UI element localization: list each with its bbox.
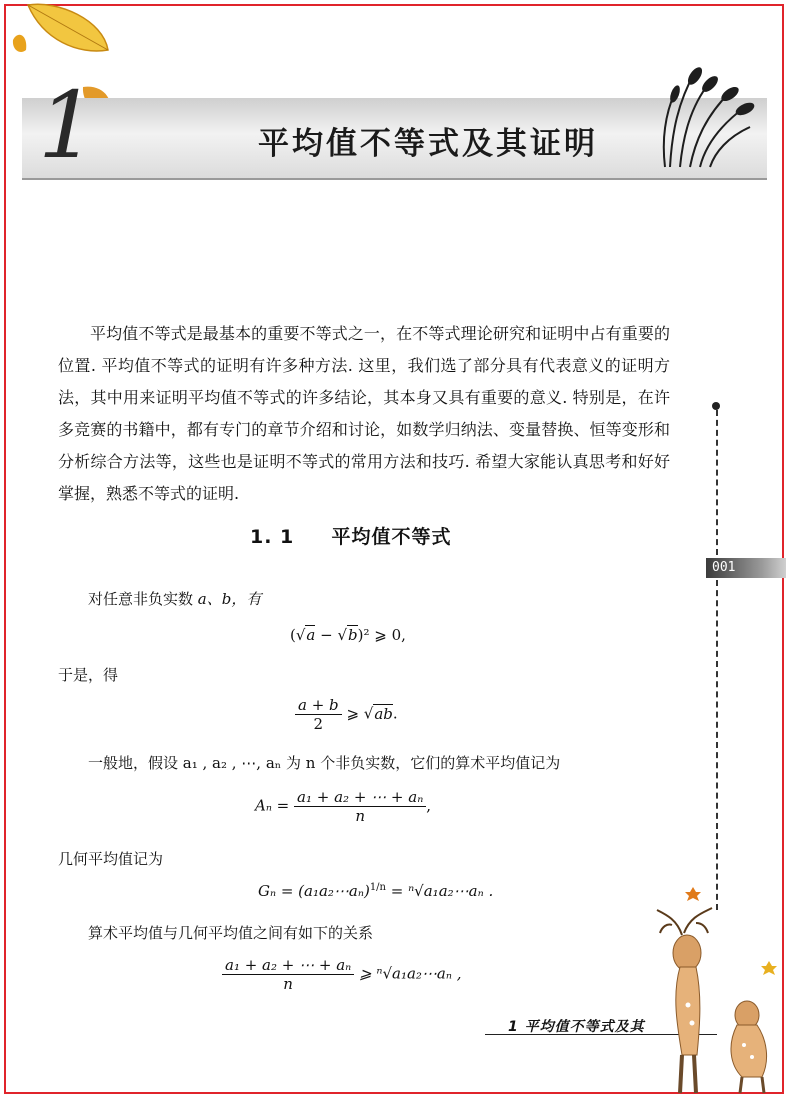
body-line-3: 一般地，假设 a₁ , a₂ , ⋯, aₙ 为 n 个非负实数，它们的算术平均值记为 — [88, 754, 561, 772]
body-line-2: 于是，得 — [58, 666, 119, 684]
body-line-5: 算术平均值与几何平均值之间有如下的关系 — [88, 924, 374, 942]
running-footer: 1 平均值不等式及其 — [508, 1019, 645, 1035]
equation-3: Aₙ = $\frac{\text{a₁ + a₂ + ⋯ + aₙ}}{n}$ , — [255, 788, 432, 825]
leaf-decoration-icon — [8, 0, 128, 80]
leaf-decoration-icon — [760, 960, 778, 976]
equation-2: $\frac{a + b}{2}$ ⩾ √ab. — [295, 696, 398, 733]
chapter-number: 1 — [38, 72, 97, 179]
body-line-4: 几何平均值记为 — [58, 850, 164, 868]
margin-dashed-line — [716, 410, 718, 555]
page-number-tab: 001 — [706, 558, 786, 578]
equation-4: Gₙ = (a₁a₂⋯aₙ)$^{1/n}$ = ⁿ√a₁a₂⋯aₙ . — [258, 882, 494, 900]
equation-5: $\frac{\text{a₁ + a₂ + ⋯ + aₙ}}{n}$ ⩾ ⁿ√a₁a₂⋯aₙ , — [222, 956, 461, 993]
margin-dot — [712, 402, 720, 410]
section-title: 平均值不等式 — [331, 526, 452, 548]
grass-decoration-icon — [650, 62, 760, 172]
section-heading — [250, 522, 452, 549]
deer-illustration-icon — [622, 905, 782, 1095]
intro-paragraph: 平均值不等式是最基本的重要不等式之一，在不等式理论研究和证明中占有重要的位置. 平均值不等式的证明有许多种方法. 这里，我们选了部分具有代表意义的证明方法，其中用来证明平均值不等式的许多结论，其本身又具有重要的意义. 特别是，在许多竞赛的书籍中，都有专门的章节介绍和讨论，如数学归纳法、变量替换、恒等变形和分析综合方法等，这些也是证明不等式的常用方法和技巧. 希望大家能认真思考和好好掌握，熟悉不等式的证明. — [58, 324, 670, 503]
equation-1: (√a − √b)² ⩾ 0, — [290, 626, 406, 644]
leaf-decoration-icon — [684, 886, 702, 902]
body-line-1: 对任意非负实数 a、b，有 — [88, 590, 262, 608]
section-number: 1. 1 — [250, 526, 295, 548]
margin-dashed-line — [716, 580, 718, 910]
chapter-title: 平均值不等式及其证明 — [258, 126, 598, 162]
